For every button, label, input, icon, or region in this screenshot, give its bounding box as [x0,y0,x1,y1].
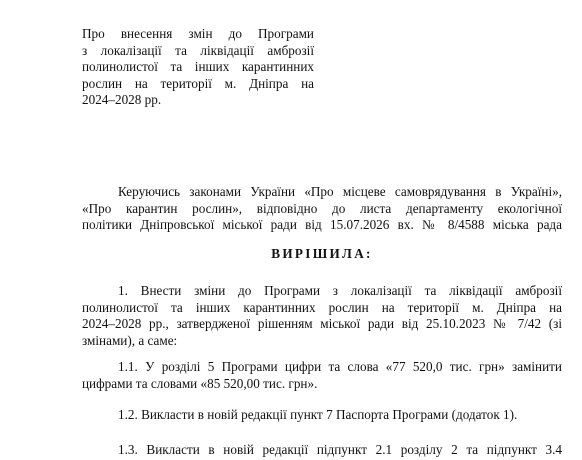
paragraph-line: 1.1. У розділі 5 Програми цифри та слова «77 520,0 тис. грн» замінити [118,359,562,374]
title-line: рослин на території м. Дніпра на [82,75,314,91]
paragraph-line: змінами), а саме: [82,332,178,348]
paragraph-line: «Про карантин рослин», відповідно до листа департаменту екологічної [82,200,562,216]
preamble-paragraph [82,184,562,234]
document-title [82,26,314,109]
title-line: полинолистої та інших карантинних [82,59,314,75]
item-1-1-paragraph [82,359,562,392]
paragraph-line: цифрами та словами «85 520,00 тис. грн». [82,375,318,391]
resolve-heading: ВИРІШИЛА: [271,246,373,261]
item-1-2-paragraph [82,407,562,424]
paragraph-line: політики Дніпровської міської ради від 15.07.2026 вх. № 8/4588 міська рада [82,217,562,233]
paragraph-line: 1. Внести зміни до Програми з локалізації та ліквідації амброзії [118,283,562,298]
paragraph-line: 2024–2028 рр., затвердженої рішенням міської ради від 25.10.2023 № 7/42 (зі [82,316,562,332]
title-line: Про внесення змін до Програми [82,26,314,41]
title-line: 2024–2028 рр. [82,92,162,108]
title-line: з локалізації та ліквідації амброзії [82,42,314,58]
item-1-paragraph [82,283,562,349]
paragraph-line: 1.3. Викласти в новій редакції підпункт 2.1 розділу 2 та підпункт 3.4 [118,442,562,457]
paragraph-line: полинолистої та інших карантинних рослин на території м. Дніпра на [82,299,562,315]
paragraph-line: 1.2. Викласти в новій редакції пункт 7 Паспорта Програми (додаток 1). [118,407,518,422]
item-1-3-paragraph [82,442,562,459]
paragraph-line: Керуючись законами України «Про місцеве самоврядування в Україні», [118,184,562,199]
